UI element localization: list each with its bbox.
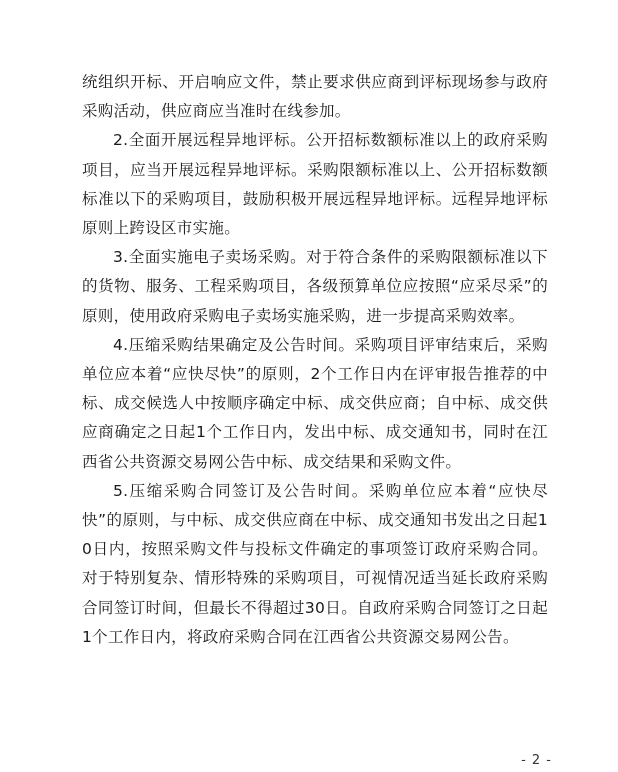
paragraph-result-announcement: 4.压缩采购结果确定及公告时间。采购项目评审结束后，采购单位应本着“应快尽快”的原则，2个工作日内在评审报告推荐的中标、成交候选人中按顺序确定中标、成交供应商；自中标、成交供应商确定之日起1个工作日内，发出中标、成交通知书，同时在江西省公共资源交易网公告中标、成交结果和采购文件。 bbox=[82, 335, 548, 471]
document-body bbox=[82, 68, 548, 652]
paragraph-continuation: 统组织开标、开启响应文件，禁止要求供应商到评标现场参与政府采购活动，供应商应当准时在线参加。 bbox=[82, 73, 548, 121]
paragraph-electronic-mall: 3.全面实施电子卖场采购。对于符合条件的采购限额标准以下的货物、服务、工程采购项目，各级预算单位应按照“应采尽采”的原则，使用政府采购电子卖场实施采购，进一步提高采购效率。 bbox=[82, 248, 548, 325]
paragraph-remote-evaluation: 2.全面开展远程异地评标。公开招标数额标准以上的政府采购项目，应当开展远程异地评标。采购限额标准以上、公开招标数额标准以下的采购项目，鼓励积极开展远程异地评标。远程异地评标原则上跨设区市实施。 bbox=[82, 131, 548, 238]
page-number: - 2 - bbox=[521, 753, 552, 768]
paragraph-contract-signing: 5.压缩采购合同签订及公告时间。采购单位应本着“应快尽快”的原则，与中标、成交供应商在中标、成交通知书发出之日起10日内，按照采购文件与投标文件确定的事项签订政府采购合同。对于特别复杂、情形特殊的采购项目，可视情况适当延长政府采购合同签订时间，但最长不得超过30日。自政府采购合同签订之日起1个工作日内，将政府采购合同在江西省公共资源交易网公告。 bbox=[82, 481, 548, 646]
